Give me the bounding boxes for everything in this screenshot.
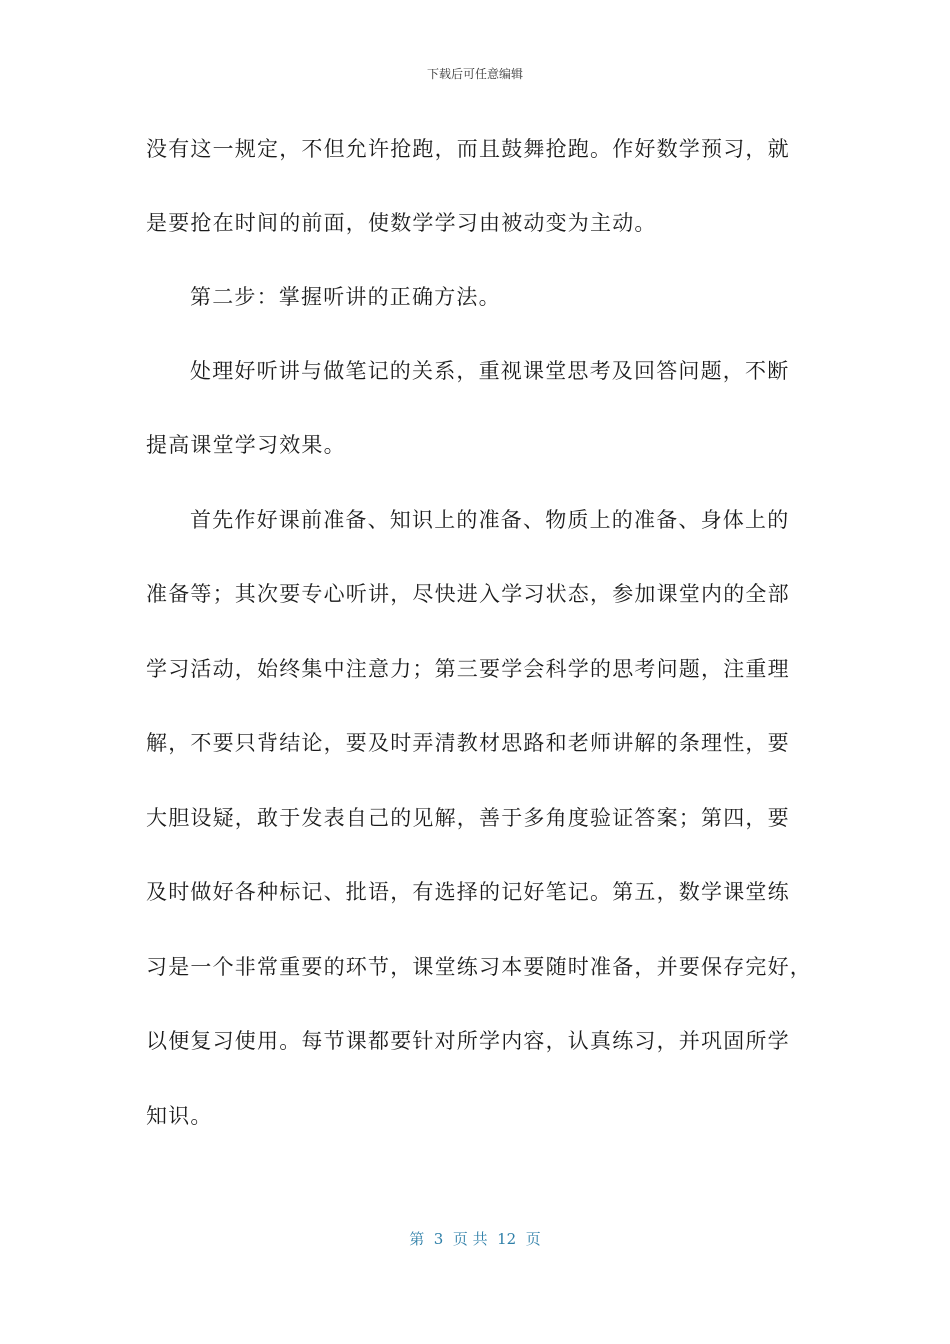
body-line: 首先作好课前准备、知识上的准备、物质上的准备、身体上的	[190, 508, 790, 532]
page-header: 下载后可任意编辑	[426, 67, 523, 81]
body-line: 以便复习使用。每节课都要针对所学内容，认真练习，并巩固所学	[146, 1029, 790, 1053]
body-line: 提高课堂学习效果。	[146, 433, 346, 457]
section-heading: 第二步：掌握听讲的正确方法。	[190, 285, 501, 309]
body-line: 知识。	[146, 1104, 213, 1128]
body-line: 是要抢在时间的前面，使数学学习由被动变为主动。	[146, 211, 657, 235]
body-line: 及时做好各种标记、批语，有选择的记好笔记。第五，数学课堂练	[146, 880, 790, 904]
body-line: 准备等；其次要专心听讲，尽快进入学习状态，参加课堂内的全部	[146, 582, 790, 606]
body-line: 没有这一规定，不但允许抢跑，而且鼓舞抢跑。作好数学预习，就	[146, 137, 790, 161]
body-line: 学习活动，始终集中注意力；第三要学会科学的思考问题，注重理	[146, 657, 790, 681]
body-line: 大胆设疑，敢于发表自己的见解，善于多角度验证答案；第四，要	[146, 806, 790, 830]
page-number: 第 3 页 共 12 页	[409, 1230, 541, 1248]
body-line: 处理好听讲与做笔记的关系，重视课堂思考及回答问题，不断	[190, 359, 790, 383]
body-line: 习是一个非常重要的环节，课堂练习本要随时准备，并要保存完好，	[146, 955, 812, 979]
body-line: 解，不要只背结论，要及时弄清教材思路和老师讲解的条理性，要	[146, 731, 790, 755]
